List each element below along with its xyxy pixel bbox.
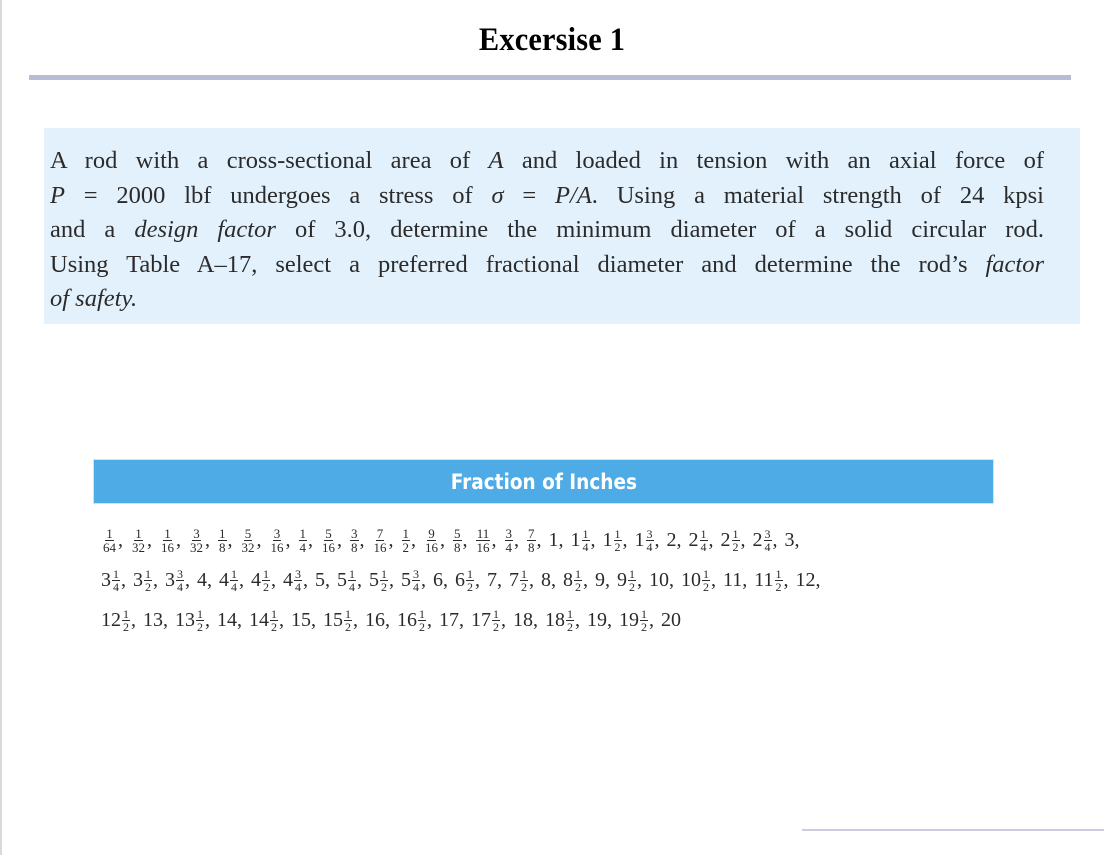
size-value: $\frac{7}{8}$ , [528, 525, 542, 555]
denominator: 2 [521, 579, 527, 594]
numerator: 1 [164, 525, 171, 541]
size-value: 9 $\frac{1}{2}$ , [617, 566, 642, 594]
denominator: 64 [103, 539, 116, 555]
fraction [176, 568, 184, 593]
size-value: 15 $\frac{1}{2}$ , [323, 606, 358, 634]
denominator: 32 [132, 539, 145, 555]
denominator: 2 [145, 579, 151, 594]
problem-line [50, 248, 1044, 283]
size-value: 2 , [666, 528, 682, 551]
size-value: $\frac{3}{4}$ , [505, 525, 519, 555]
numerator: 3 [177, 566, 183, 581]
size-value: 7 , [487, 568, 502, 591]
size-value: $\frac{3}{8}$ , [351, 525, 365, 555]
denominator: 2 [467, 579, 473, 594]
italic-term: factor [985, 250, 1044, 278]
fraction-row [101, 560, 828, 600]
size-value: $\frac{9}{16}$ , [425, 525, 445, 555]
size-value: 19 , [587, 608, 612, 631]
size-value: 3 , [784, 528, 800, 551]
page-left-border [0, 0, 2, 855]
numerator: 1 [493, 606, 499, 621]
page-title: Excersise 1 [478, 22, 626, 58]
denominator: 2 [614, 539, 621, 554]
fraction [402, 527, 411, 554]
size-value: 1 $\frac{3}{4}$ , [634, 526, 660, 554]
italic-term: σ [491, 181, 504, 209]
problem-line [50, 282, 1044, 317]
size-value: 5 $\frac{1}{2}$ , [369, 566, 394, 594]
denominator: 2 [123, 619, 129, 634]
size-value: 1 $\frac{1}{2}$ , [602, 526, 628, 554]
fraction [344, 608, 352, 633]
denominator: 4 [231, 579, 237, 594]
numerator: 1 [521, 566, 527, 581]
problem-line [50, 144, 1044, 179]
size-value: 15 , [291, 608, 316, 631]
fraction [294, 568, 302, 593]
denominator: 16 [270, 539, 284, 555]
denominator: 2 [703, 579, 709, 594]
text-run: and a [50, 216, 135, 244]
denominator: 8 [219, 539, 226, 555]
fraction [640, 608, 648, 633]
fraction-row [101, 520, 828, 560]
size-value: 9 , [595, 568, 610, 591]
denominator: 4 [505, 539, 512, 555]
text-run: Using Table A–17, select a preferred fractional diameter and determine the rod’s [50, 250, 986, 278]
fraction [196, 608, 204, 633]
size-value: $\frac{3}{16}$ , [270, 525, 291, 555]
size-value: 5 $\frac{1}{4}$ , [337, 566, 362, 594]
numerator: 1 [345, 606, 351, 621]
text-run: . Using a material strength of 24 kpsi [591, 181, 1044, 209]
fraction [102, 527, 117, 554]
fraction [453, 527, 462, 554]
numerator: 1 [629, 566, 635, 581]
denominator: 16 [373, 539, 387, 555]
numerator: 1 [467, 566, 473, 581]
fraction [144, 568, 152, 593]
size-value: 11 $\frac{1}{2}$ , [754, 566, 789, 594]
numerator: 1 [135, 525, 142, 541]
denominator: 4 [413, 579, 419, 594]
denominator: 2 [567, 619, 573, 634]
problem-statement-text [50, 144, 1044, 317]
size-value: 3 $\frac{1}{4}$ , [101, 566, 126, 594]
fraction [702, 568, 710, 593]
problem-statement-box [44, 128, 1080, 324]
size-value: 5 $\frac{3}{4}$ , [401, 566, 426, 594]
denominator: 4 [113, 579, 119, 594]
size-value: $\frac{1}{32}$ , [132, 525, 152, 555]
denominator: 4 [299, 539, 306, 555]
numerator: 1 [231, 566, 237, 581]
size-value: 6 , [433, 568, 448, 591]
numerator: 1 [614, 526, 621, 541]
numerator: 3 [193, 525, 200, 541]
size-value: 8 , [541, 568, 556, 591]
fraction [348, 568, 356, 593]
text-run: and loaded in tension with an axial force of [503, 147, 1044, 174]
fraction [160, 527, 175, 554]
size-value: $\frac{3}{32}$ , [190, 525, 210, 555]
size-value: 16 , [365, 608, 390, 631]
denominator: 4 [177, 579, 183, 594]
numerator: 3 [505, 525, 512, 541]
fraction-table-title: Fraction of Inches [450, 469, 637, 494]
denominator: 32 [241, 539, 255, 555]
numerator: 3 [764, 526, 771, 541]
size-value: 20 [661, 608, 681, 631]
fraction [373, 527, 388, 554]
text-run: of 3.0, determine the minimum diameter of a solid circular rod. [275, 216, 1044, 244]
title-divider [29, 75, 1071, 80]
fraction [628, 568, 636, 593]
size-value: $\frac{5}{8}$ , [454, 525, 468, 555]
size-value: 12 $\frac{1}{2}$ , [101, 606, 136, 634]
size-value: $\frac{1}{64}$ , [103, 525, 123, 555]
fraction-row [101, 600, 828, 640]
italic-term: A [488, 147, 504, 174]
fraction [700, 528, 708, 553]
size-value: 16 $\frac{1}{2}$ , [397, 606, 432, 634]
size-value: 1 $\frac{1}{4}$ , [570, 526, 596, 554]
fraction [476, 527, 491, 554]
denominator: 2 [575, 579, 581, 594]
denominator: 2 [419, 619, 425, 634]
fraction [270, 527, 285, 554]
denominator: 2 [381, 579, 387, 594]
denominator: 16 [322, 539, 335, 555]
fraction [646, 528, 654, 553]
denominator: 16 [425, 539, 438, 555]
size-value: $\frac{1}{2}$ , [402, 525, 416, 555]
fraction-list [101, 520, 828, 640]
numerator: 1 [703, 566, 709, 581]
denominator: 2 [197, 619, 203, 634]
denominator: 4 [582, 539, 589, 554]
fraction [775, 568, 783, 593]
denominator: 16 [476, 539, 490, 555]
numerator: 5 [325, 525, 332, 541]
denominator: 2 [345, 619, 351, 634]
numerator: 3 [295, 566, 301, 581]
numerator: 1 [271, 606, 277, 621]
size-value: $\frac{5}{16}$ , [322, 525, 342, 555]
text-run: = 2000 lbf undergoes a stress of [64, 181, 492, 209]
problem-line [50, 213, 1044, 248]
fraction [582, 528, 590, 553]
numerator: 1 [123, 606, 129, 621]
denominator: 32 [190, 539, 203, 555]
size-value: 10 $\frac{1}{2}$ , [681, 566, 716, 594]
fraction [764, 528, 772, 553]
numerator: 1 [775, 566, 782, 581]
fraction [131, 527, 146, 554]
numerator: 7 [376, 525, 384, 541]
fraction [122, 608, 130, 633]
denominator: 2 [263, 579, 269, 594]
problem-line [50, 179, 1044, 214]
fraction [262, 568, 270, 593]
size-value: $\frac{1}{8}$ , [219, 525, 233, 555]
numerator: 1 [263, 566, 269, 581]
denominator: 16 [161, 539, 174, 555]
italic-term: of safety. [50, 285, 138, 313]
size-value: 19 $\frac{1}{2}$ , [619, 606, 654, 634]
numerator: 3 [351, 525, 358, 541]
numerator: 1 [106, 525, 113, 541]
size-value: 4 , [197, 568, 212, 591]
text-run: A rod with a cross-sectional area of [50, 147, 489, 174]
fraction [412, 568, 420, 593]
size-value: 4 $\frac{1}{4}$ , [219, 566, 244, 594]
italic-term: P/A [555, 181, 592, 209]
fraction [566, 608, 574, 633]
numerator: 1 [641, 606, 647, 621]
fraction [527, 527, 536, 554]
numerator: 7 [528, 525, 535, 541]
fraction [574, 568, 582, 593]
denominator: 4 [646, 539, 653, 554]
size-value: $\frac{7}{16}$ , [373, 525, 394, 555]
size-value: 3 $\frac{1}{2}$ , [133, 566, 158, 594]
text-run: = [503, 181, 556, 209]
numerator: 1 [113, 566, 119, 581]
denominator: 2 [271, 619, 277, 634]
fraction [418, 608, 426, 633]
fraction [380, 568, 388, 593]
denominator: 2 [402, 539, 409, 555]
fraction [466, 568, 474, 593]
size-value: 11 , [723, 568, 748, 591]
size-value: 17 $\frac{1}{2}$ , [471, 606, 506, 634]
numerator: 1 [299, 525, 306, 541]
denominator: 8 [351, 539, 358, 555]
fraction [614, 528, 622, 553]
fraction [505, 527, 514, 554]
denominator: 2 [641, 619, 647, 634]
numerator: 1 [145, 566, 151, 581]
numerator: 1 [575, 566, 581, 581]
numerator: 1 [419, 606, 425, 621]
numerator: 3 [646, 526, 653, 541]
fraction [270, 608, 278, 633]
numerator: 1 [349, 566, 355, 581]
size-value: 13 $\frac{1}{2}$ , [175, 606, 210, 634]
italic-term: design factor [134, 216, 276, 244]
size-value: 2 $\frac{3}{4}$ , [752, 526, 778, 554]
size-value: 5 , [315, 568, 330, 591]
numerator: 1 [381, 566, 387, 581]
size-value: 14 , [217, 608, 242, 631]
fraction [299, 527, 308, 554]
fraction [492, 608, 500, 633]
numerator: 5 [244, 525, 252, 541]
size-value: 10 , [649, 568, 674, 591]
fraction [321, 527, 336, 554]
size-value: 17 , [439, 608, 464, 631]
numerator: 3 [273, 525, 281, 541]
fraction [218, 527, 227, 554]
size-value: $\frac{1}{16}$ , [161, 525, 181, 555]
fraction [350, 527, 359, 554]
numerator: 3 [413, 566, 419, 581]
denominator: 4 [764, 539, 771, 554]
size-value: 4 $\frac{1}{2}$ , [251, 566, 276, 594]
size-value: 6 $\frac{1}{2}$ , [455, 566, 480, 594]
italic-term: P [50, 181, 65, 209]
numerator: 1 [567, 606, 573, 621]
size-value: 13 , [143, 608, 168, 631]
size-value: 4 $\frac{3}{4}$ , [283, 566, 308, 594]
fraction [732, 528, 740, 553]
size-value: 3 $\frac{3}{4}$ , [165, 566, 190, 594]
denominator: 4 [700, 539, 707, 554]
numerator: 1 [582, 526, 589, 541]
size-value: 2 $\frac{1}{4}$ , [688, 526, 714, 554]
numerator: 5 [454, 525, 461, 541]
numerator: 1 [700, 526, 707, 541]
denominator: 4 [349, 579, 355, 594]
footer-divider [802, 829, 1104, 831]
size-value: $\frac{11}{16}$ , [476, 525, 497, 555]
numerator: 1 [197, 606, 203, 621]
size-value: 12 , [795, 568, 821, 591]
size-value: 2 $\frac{1}{2}$ , [720, 526, 746, 554]
denominator: 2 [629, 579, 635, 594]
fraction [112, 568, 120, 593]
denominator: 2 [775, 579, 782, 594]
size-value: $\frac{5}{32}$ , [241, 525, 262, 555]
numerator: 1 [219, 525, 226, 541]
size-value: 8 $\frac{1}{2}$ , [563, 566, 588, 594]
fraction [424, 527, 439, 554]
size-value: 18 , [513, 608, 538, 631]
fraction [189, 527, 204, 554]
denominator: 8 [528, 539, 535, 555]
denominator: 2 [732, 539, 739, 554]
fraction [241, 527, 256, 554]
numerator: 1 [732, 526, 739, 541]
numerator: 1 [402, 525, 409, 541]
denominator: 2 [493, 619, 499, 634]
size-value: 1 , [548, 528, 564, 551]
numerator: 9 [428, 525, 435, 541]
fraction-table-header [93, 459, 994, 504]
size-value: 18 $\frac{1}{2}$ , [545, 606, 580, 634]
size-value: 7 $\frac{1}{2}$ , [509, 566, 534, 594]
numerator: 11 [476, 525, 490, 541]
denominator: 8 [454, 539, 461, 555]
fraction [520, 568, 528, 593]
size-value: $\frac{1}{4}$ , [299, 525, 313, 555]
size-value: 14 $\frac{1}{2}$ , [249, 606, 284, 634]
fraction [230, 568, 238, 593]
denominator: 4 [295, 579, 301, 594]
